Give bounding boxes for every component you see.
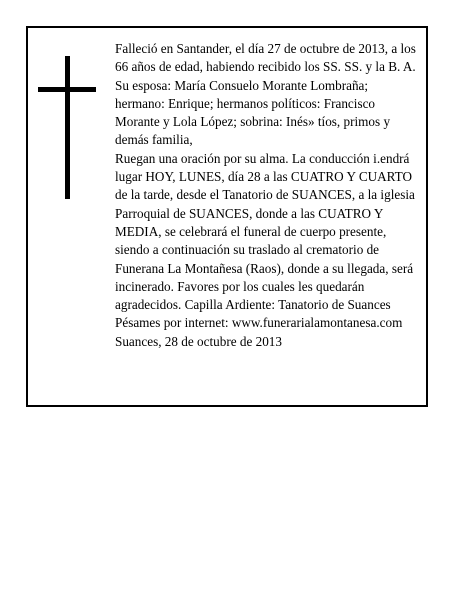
notice-body	[115, 40, 418, 351]
obituary-notice	[26, 26, 428, 407]
condolences-website: Pésames por internet: www.funerarialamontanesa.com	[115, 315, 403, 331]
notice-place-date: Suances, 28 de octubre de 2013	[115, 333, 282, 349]
funeral-details: Ruegan una oración por su alma. La conducción i.endrá lugar HOY, LUNES, día 28 a las CUATRO Y CUARTO de la tarde, desde el Tanatorio de SUANCES, a la iglesia Parroquial de SUANCES, donde a las CUATRO Y MEDIA, se celebrará el funeral de cuerpo presente, siendo a continuación su traslado al crematorio de Funerana La Montañesa (Raos), donde a su llegada, será incinerado. Favores por los cuales les quedarán agradecidos. Capilla Ardiente: Tanatorio de Suances	[115, 150, 415, 313]
family-list: Su esposa: María Consuelo Morante Lombraña; hermano: Enrique; hermanos políticos: Francisco Morante y Lola López; sobrina: Inés» tíos, primos y demás familia,	[115, 77, 391, 148]
death-announcement: Falleció en Santander, el día 27 de octubre de 2013, a los 66 años de edad, habiendo recibido los SS. SS. y la B. A.	[115, 41, 416, 75]
cross-icon	[38, 56, 96, 199]
cross-vertical-bar	[65, 56, 70, 199]
cross-horizontal-bar	[38, 87, 96, 92]
